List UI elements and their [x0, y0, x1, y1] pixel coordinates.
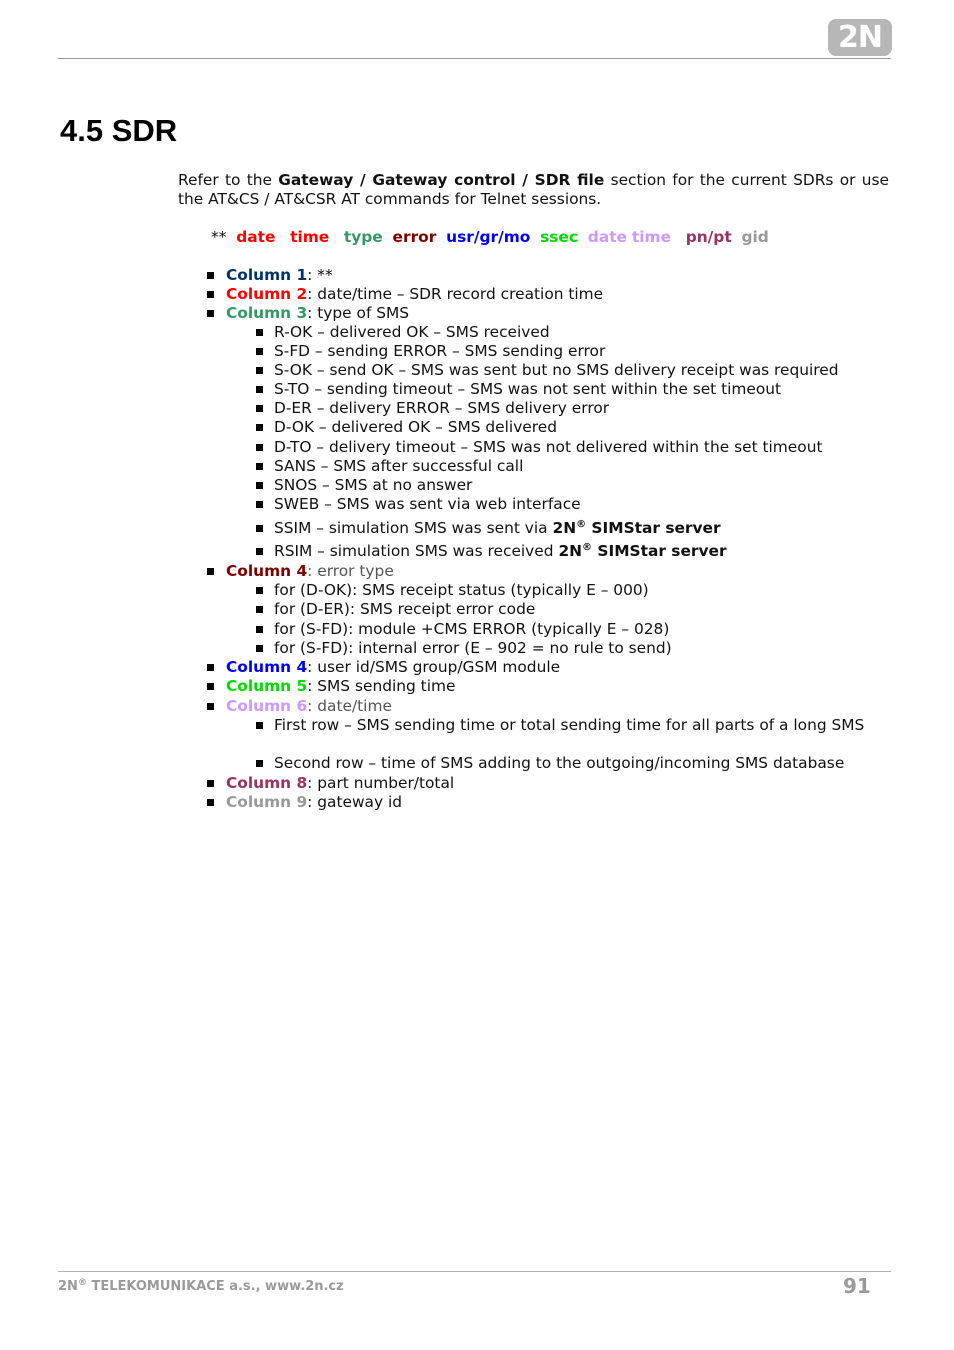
- brand-name: 2N: [552, 519, 577, 537]
- time-description: First row – SMS sending time or total sending time for all parts of a long SMS: [274, 716, 865, 734]
- column-description: : type of SMS: [307, 304, 410, 322]
- intro-paragraph: [178, 171, 889, 209]
- sms-type: SWEB – SMS was sent via web interface: [274, 495, 581, 513]
- sms-type: SANS – SMS after successful call: [274, 457, 524, 475]
- list-item: [226, 697, 392, 716]
- sms-type: R-OK – delivered OK – SMS received: [274, 323, 550, 341]
- list-item: [226, 774, 454, 793]
- list-item: [274, 581, 649, 600]
- list-item: [226, 677, 455, 696]
- legend-field: type: [343, 228, 383, 246]
- column-description: : date/time: [307, 697, 392, 715]
- column-label: Column 8: [226, 774, 308, 792]
- bullet-icon: [207, 799, 214, 806]
- error-type: for (S-FD): internal error (E – 902 = no rule to send): [274, 639, 672, 657]
- legend-field: gid: [741, 228, 769, 246]
- footer-divider: [58, 1271, 891, 1272]
- bullet-icon: [207, 703, 214, 710]
- bullet-icon: [256, 606, 263, 613]
- list-item: [274, 600, 535, 619]
- legend-field: time: [631, 228, 672, 246]
- registered-mark: ®: [576, 519, 587, 530]
- product-name: SIMStar server: [592, 542, 727, 560]
- bullet-icon: [207, 683, 214, 690]
- brand-name: 2N: [558, 542, 583, 560]
- list-item: [274, 519, 721, 538]
- column-description: : date/time – SDR record creation time: [307, 285, 604, 303]
- sms-type: SNOS – SMS at no answer: [274, 476, 473, 494]
- legend-field: error: [392, 228, 437, 246]
- registered-mark: ®: [582, 542, 593, 553]
- list-item: [274, 457, 523, 476]
- sms-type: S-TO – sending timeout – SMS was not sent within the set timeout: [274, 380, 782, 398]
- bullet-icon: [207, 291, 214, 298]
- bullet-icon: [207, 272, 214, 279]
- column-description: : SMS sending time: [307, 677, 456, 695]
- sdr-field-legend: [211, 228, 769, 247]
- list-item: [226, 658, 560, 677]
- intro-before: Refer to the: [178, 171, 279, 189]
- bullet-icon: [207, 664, 214, 671]
- legend-field: time: [290, 228, 330, 246]
- legend-field: ssec: [540, 228, 578, 246]
- bullet-icon: [256, 463, 263, 470]
- list-item: [274, 542, 727, 561]
- list-item: [274, 380, 781, 399]
- bullet-icon: [256, 424, 263, 431]
- list-item: [274, 476, 472, 495]
- list-item: [274, 754, 844, 773]
- legend-field: date: [587, 228, 627, 246]
- logo-text: 2N: [838, 20, 882, 55]
- column-label: Column 3: [226, 304, 308, 322]
- sms-type: S-OK – send OK – SMS was sent but no SMS delivery receipt was required: [274, 361, 839, 379]
- footer-company-text: TELEKOMUNIKACE a.s., www.2n.cz: [86, 1279, 344, 1294]
- bullet-icon: [256, 405, 263, 412]
- list-item: [226, 266, 333, 285]
- column-label: Column 6: [226, 697, 308, 715]
- list-item: [226, 285, 603, 304]
- header-divider: [58, 58, 891, 59]
- list-item: [274, 323, 550, 342]
- bullet-icon: [207, 568, 214, 575]
- column-label: Column 1: [226, 266, 308, 284]
- sms-type: D-OK – delivered OK – SMS delivered: [274, 418, 557, 436]
- legend-field: **: [211, 228, 232, 246]
- column-label: Column 4: [226, 562, 308, 580]
- list-item: [274, 399, 609, 418]
- bullet-icon: [256, 525, 263, 532]
- footer-brand: 2N: [58, 1279, 78, 1294]
- bullet-icon: [207, 310, 214, 317]
- bullet-icon: [256, 329, 263, 336]
- legend-field: date: [236, 228, 276, 246]
- page-number: 91: [843, 1274, 871, 1298]
- list-item: [274, 495, 581, 514]
- bullet-icon: [256, 367, 263, 374]
- bullet-icon: [256, 587, 263, 594]
- column-label: Column 9: [226, 793, 308, 811]
- column-description: : error type: [307, 562, 394, 580]
- sms-type: RSIM – simulation SMS was received: [274, 542, 559, 560]
- footer-registered-mark: ®: [77, 1278, 87, 1288]
- sms-type: D-ER – delivery ERROR – SMS delivery error: [274, 399, 610, 417]
- brand-logo: [828, 19, 892, 56]
- sms-type: SSIM – simulation SMS was sent via: [274, 519, 553, 537]
- list-item: [274, 361, 839, 380]
- column-description: : **: [307, 266, 333, 284]
- list-item: [226, 304, 409, 323]
- column-label: Column 4: [226, 658, 308, 676]
- bullet-icon: [256, 760, 263, 767]
- list-item: [274, 438, 822, 457]
- bullet-icon: [256, 548, 263, 555]
- column-description: : user id/SMS group/GSM module: [307, 658, 561, 676]
- bullet-icon: [256, 501, 263, 508]
- error-type: for (S-FD): module +CMS ERROR (typically E – 028): [274, 620, 670, 638]
- list-item: [274, 716, 888, 735]
- bullet-icon: [256, 722, 263, 729]
- legend-field: usr/gr/mo: [446, 228, 531, 246]
- bullet-icon: [256, 645, 263, 652]
- bullet-icon: [256, 626, 263, 633]
- intro-after: section for the current SDRs or use the AT&CS / AT&CSR AT commands for Telnet sessions.: [178, 171, 889, 208]
- column-description: : gateway id: [307, 793, 403, 811]
- time-description: Second row – time of SMS adding to the outgoing/incoming SMS database: [274, 754, 845, 772]
- footer-company: [58, 1279, 344, 1294]
- sms-type: D-TO – delivery timeout – SMS was not delivered within the set timeout: [274, 438, 823, 456]
- legend-field: pn/pt: [685, 228, 732, 246]
- error-type: for (D-ER): SMS receipt error code: [274, 600, 536, 618]
- bullet-icon: [256, 482, 263, 489]
- page-title: 4.5 SDR: [60, 113, 178, 148]
- bullet-icon: [256, 348, 263, 355]
- list-item: [274, 620, 669, 639]
- product-name: SIMStar server: [586, 519, 721, 537]
- sms-type: S-FD – sending ERROR – SMS sending error: [274, 342, 606, 360]
- bullet-icon: [207, 780, 214, 787]
- error-type: for (D-OK): SMS receipt status (typically E – 000): [274, 581, 649, 599]
- column-label: Column 2: [226, 285, 308, 303]
- list-item: [226, 793, 402, 812]
- bullet-icon: [256, 444, 263, 451]
- list-item: [274, 639, 672, 658]
- bullet-icon: [256, 386, 263, 393]
- intro-menu-path: Gateway / Gateway control / SDR file: [278, 171, 605, 189]
- column-description: : part number/total: [307, 774, 455, 792]
- list-item: [274, 342, 605, 361]
- list-item: [226, 562, 394, 581]
- list-item: [274, 418, 557, 437]
- column-label: Column 5: [226, 677, 308, 695]
